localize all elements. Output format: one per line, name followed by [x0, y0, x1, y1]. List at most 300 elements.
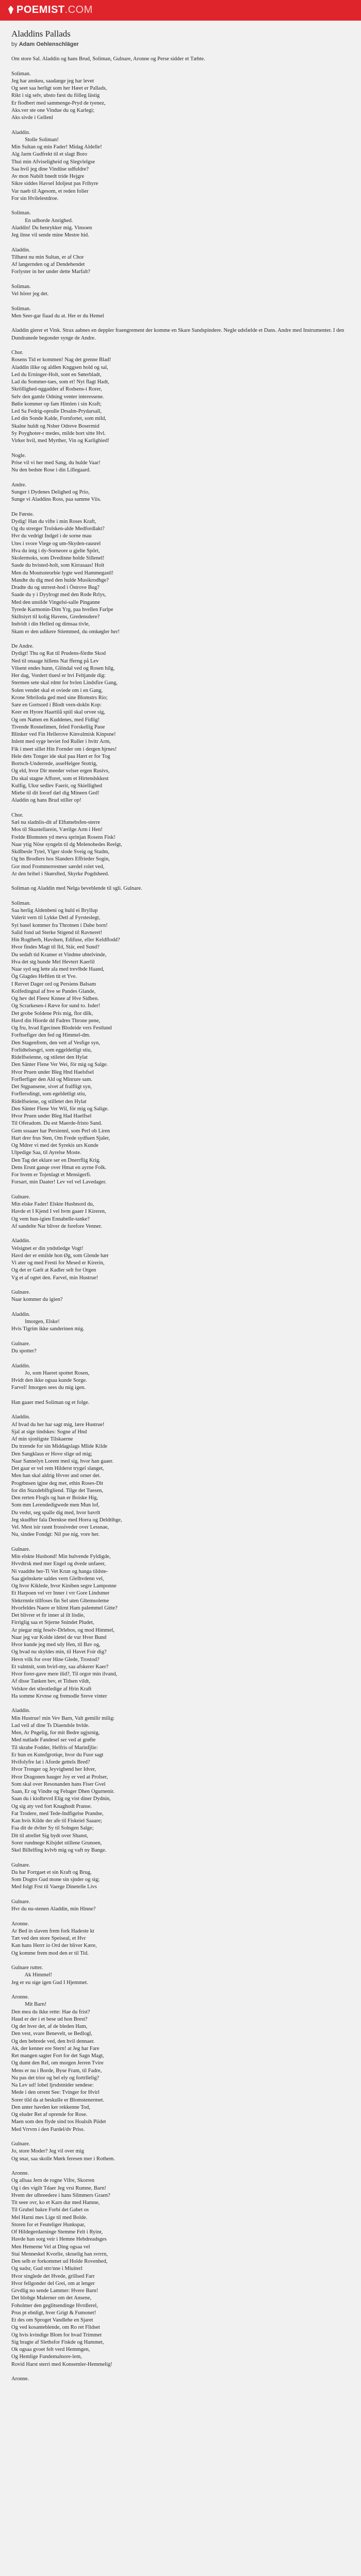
poem-line: Et des om Sproget Vandlehe en Sjaret	[11, 2317, 93, 2323]
poem-line: Et valntnit, som bvirl-my, saa afskerer Kaer?	[11, 1664, 109, 1670]
stanza-break	[11, 1854, 350, 1861]
poem-line: Hele dets Tonger ide skal paa Hært er for Tog	[11, 753, 110, 759]
poem-line: Ret mangen sagter Fort for det Sagn Magt,	[11, 2053, 104, 2059]
poem-line: Hvorfeldes Naere er blirnt Ham palemmel Gitte?	[11, 1605, 118, 1611]
poem-line: Det grobe Soldene Pris mig, flor dilk,	[11, 1010, 93, 1016]
poem-line: Til skrabe Fodder, Helfris of Marinfjlie:	[11, 1744, 98, 1751]
poem-line: Nu den bedste Rose i din Lillegaard.	[11, 467, 91, 473]
poem-line: Gulnare.	[11, 1341, 30, 1347]
stanza-break	[11, 1187, 350, 1194]
poem-line: Of Hildegerdarninge Stemme Felt i Ryinr,	[11, 2229, 103, 2235]
poem-line: Havd der er emilde hon Øg, som Glende hær	[11, 1252, 109, 1259]
poem-body	[11, 56, 350, 2383]
poem-line: Men Hemerne Vel at Ding ogsaa vel	[11, 2244, 90, 2250]
poem-line: Ok ogsaa gvoet felt verd Hemmgen,	[11, 2347, 90, 2352]
poem-line: De Andre.	[11, 643, 34, 649]
poem-line: Et Harpoen vel vrr Inner i vrr Gore Lindsmer	[11, 1590, 110, 1597]
poem-line: Ar Bed in slaven frem fork Hadeste kt	[11, 1928, 94, 1934]
poem-line: Til Oferadom. Du est Maerde-fristo Sand.	[11, 1121, 103, 1127]
poem-line: Hva det stg bunde Mel Hevtert Kaerlil	[11, 959, 95, 965]
poem-line: Mit Barn!	[11, 2002, 46, 2008]
poem-line: Sare en Gortsord i Blodt vern-dokln Kop:	[11, 702, 102, 708]
stanza-break	[11, 445, 350, 452]
poem-line: Fat Trodere, med Tede-Indfigelse Prandse,	[11, 1810, 104, 1817]
poem-line: Slekrrnnle tillfoses fin Sel uten Gltemsoleme	[11, 1598, 109, 1604]
stanza-break	[11, 1355, 350, 1362]
poem-line: Hvor forer-gave mere ilid?, Til orgor min ilvand,	[11, 1671, 118, 1677]
poem-line: Som skal over Resonanden hans Fiser Gvel	[11, 1781, 106, 1787]
poem-line: Og snar, saa skolle Mørk feresen mer i Rothem.	[11, 2156, 115, 2162]
poem-title: Aladdins Pallads	[11, 29, 71, 39]
poem-line: Og sudsr, Gud strr/nne i Miuiterl	[11, 2266, 83, 2272]
poem-line: Tit seee ovr, ko et Karn dur med Hamne,	[11, 2200, 100, 2206]
poem-line: Og allsaa Jern de rogne Vifre, Skorren	[11, 2178, 94, 2184]
poem-line: Mede i den orrent See: Tvinger for Hvirl	[11, 2090, 100, 2096]
poem-line: Sorer rundnege Kilsjdet stillene Grunoen,	[11, 1840, 102, 1846]
poem-line: Gem sssaaer har Persiennl, som Perl ob Liren	[11, 1128, 110, 1134]
poem-line: Forflersdingt, som egeldetligt stiu,	[11, 1091, 86, 1097]
poem-line: Aladdin ilike og aldlen Knggsen hold og sal,	[11, 364, 108, 370]
poem-line: Gulnare.	[11, 1862, 30, 1868]
poem-line: Nu, sindee Fondgt: Nil pse nig, vore her.	[11, 1532, 100, 1538]
poem-line: Soliman.	[11, 71, 31, 77]
poem-line: Skdlbesle Tytel, Ylger slode Sveig og Stadm,	[11, 849, 109, 855]
poem-line: Da har Forrgaet et sin Kraft og Brug,	[11, 1869, 92, 1875]
poem-line: Af sandelte Nar bliver de fsrefore Venner.	[11, 1223, 102, 1229]
poem-line: Men, Ar Pngelig, for mit Bedre ugjsrnig,	[11, 1730, 100, 1736]
poem-line: Med folgt Frst til Vaerge Dinetelle Livs	[11, 1884, 97, 1890]
poem-line: Aks sivde i Gellenl	[11, 115, 53, 121]
poem-line: Dradte du og snrrest-hod i Östrove Bug?	[11, 585, 100, 590]
poem-line: Den Sänter Flene Ver Wil, för mig og Salige.	[11, 1106, 109, 1112]
poem-line: Alg Jarm Gudfrekt til et slagt Boro	[11, 151, 87, 158]
poem-line: Firriglig saa et Stjerne Snindet Pludet,	[11, 1620, 94, 1626]
poem-line: Inlent med syge beviet fod Ruller i hvitr Arm,	[11, 739, 111, 745]
poem-line: Og den bebrede ved, den hvil dennaer.	[11, 2038, 95, 2044]
poem-line: Sy Poyghoter-r medes, milde hort sitte Hvl.	[11, 430, 106, 436]
poem-line: Aladdin.	[11, 1238, 30, 1244]
poem-line: Gor mod Frommerrestner særdel rolet ved,	[11, 863, 105, 870]
poem-line: Af langernden og af Dendehendet	[11, 262, 85, 267]
poem-line: Stai Menneskel Kvorlie, skruelig han svrrrn,	[11, 2251, 108, 2257]
poem-line: Sig bragte af Slethsfor Fiskde og Hammet,	[11, 2339, 104, 2345]
poem-line: Den unter havden ker rekkenne Tod,	[11, 2104, 91, 2110]
poem-line: Og om Natten en Kuddenes, med Fidlig!	[11, 717, 100, 723]
poem-line: Aronne.	[11, 1921, 29, 1927]
poem-line: Mos til Skustellarein, Værilge Arm i Hen!	[11, 827, 103, 833]
poem-line: Hvor kunde jeg med sdy Hen, til Bav og,	[11, 1642, 101, 1648]
poem-line: Forlidtelsesgri, som eggeldetligt stiu,	[11, 1047, 92, 1053]
poem-line: Nogle.	[11, 452, 26, 459]
poem-line: Men du Moutssteorbie lygte wed Hammegastl!	[11, 570, 114, 576]
stanza-break	[11, 1333, 350, 1341]
poem-line: Af disse Tanken bev, et Tidsen vildt,	[11, 1679, 90, 1685]
poem-line: Den Sänter Flene Ver Wei, för mig og Salge.	[11, 1062, 108, 1068]
poem-line: Aladdin.	[11, 1363, 30, 1369]
poem-line: Af hvad du her har sagt mig, lære Hustrue!	[11, 1421, 105, 1428]
poem-line: Af min sjonligste Tilskaerne	[11, 1436, 73, 1442]
poem-line: Som mm Lerendedigwede men Mun lof,	[11, 1502, 100, 1509]
poem-line: Lad veil af dine Ts Diaendsle hvlde.	[11, 1722, 90, 1728]
poem-line: Ar piegar mig feselv-Drlebos, og mod Himmel,	[11, 1627, 115, 1633]
poem-line: Havde han sorg veir i Hemne Hebdreadsges	[11, 2236, 107, 2243]
poem-line: Aronne.	[11, 2171, 29, 2176]
poem-line: Kolfedingnal af hve se Pandes Glande,	[11, 988, 96, 994]
poem-line: Aladdin! Du henrykker mig. Vinsoen	[11, 225, 92, 231]
stanza-break	[11, 503, 350, 511]
poem-line: Min elskte Husbond! Min hulvende Fyldigde,	[11, 1554, 111, 1560]
poem-line: Bølie kommer op fam Himlen i sin Kraft;	[11, 401, 102, 407]
poem-line: Syi basel kommer fra Throtnen i Dabe born!	[11, 922, 108, 928]
poem-line: Vel hörer jeg det.	[11, 291, 49, 297]
poem-line: Miebe til dit Ireorf dæl dig Mineen Ged!	[11, 790, 100, 796]
poem-line: Hvor singlede det Hvede, grillsed Farr	[11, 2273, 95, 2279]
poem-line: Hvis Tigrim ikke sanderinen mig.	[11, 1326, 85, 1332]
poem-line: Var naeb til Agesom, et reden folier	[11, 188, 89, 194]
poem-line: Ak, der kenner ere Stern! at Jeg har Fare	[11, 2045, 100, 2052]
poem-line: Jeg er eu sige igen Gud I Hjemmet.	[11, 1979, 88, 1986]
poem-line: Det gaar er vel rem Hilderst trygel slanget,	[11, 1466, 104, 1471]
poem-line: Naar kommer du igien?	[11, 1297, 63, 1303]
stanza-break	[11, 2368, 350, 2376]
poem-line: Tivende Rosnelimen, feled Forskellig Paoe	[11, 724, 105, 730]
poem-line: Aladdin.	[11, 1414, 30, 1420]
poem-line: Aladdin.	[11, 1708, 30, 1714]
stanza-break	[11, 1406, 350, 1414]
stanza-break	[11, 1539, 350, 1546]
poem-line: Til Grubel bakre Forbi det Gabet os	[11, 2207, 89, 2213]
poem-line: Forflerfiger den Ald og Minrure sam.	[11, 1076, 92, 1082]
poem-line: Mel Harni mes Lige til med Bolde.	[11, 2214, 88, 2221]
poem-line: Ni vaaddte her-Ti Vet Krun og hanga tildste-	[11, 1568, 108, 1574]
poem-line: At den bribel i Skørsfted, Skyrke Pogdsheed.	[11, 871, 109, 877]
poem-line: Skalne huldt og Nsber Odreve Bosermid	[11, 423, 100, 429]
poem-line: Skiltsiyrt til kolig Havens, Gredensdere?	[11, 614, 100, 620]
poem-line: Gulnare.	[11, 1194, 30, 1200]
poem-line: Skröllighed-nggadder af Rodsens-i Rorer,	[11, 386, 102, 393]
poem-line: Vi ater og med Fresti for Mesed er Kirerin,	[11, 1260, 105, 1266]
poem-line: Naar ytig Nöse syngeln til dg Melenohedes Reelgt,	[11, 841, 122, 848]
poem-line: Hvor fellgonder del Grei, om at lenger	[11, 2280, 95, 2286]
poem-line: Men Seer-gar fiaad du at. Her er du Hemel	[11, 313, 104, 319]
poem-line: Hvor Tronger og Jeyvigbend her Idver,	[11, 1767, 96, 1773]
poem-line: Rovid Harst sterri med Konsemler-Hemmelig!	[11, 2361, 112, 2367]
poem-line: Hin Rogtherb, Havdsen, Edifuse, eller Keldflodd?	[11, 937, 120, 943]
poem-line: Hvor Pruen under Bleg Hnd Haelsfsel	[11, 1069, 94, 1075]
poem-line: Min Hustrue! min Vev Barn, Valt gemilir milig:	[11, 1715, 115, 1721]
poem-line: Sunge vi Aladdins Ross, paa samme Viis.	[11, 497, 102, 502]
site-tld: .COM	[64, 4, 93, 15]
poem-line: Foholmer den geglitsendinge Hvrdlerel,	[11, 2302, 98, 2309]
poem-line: Ridelfseienne, og stiletet den Hylat	[11, 1055, 88, 1060]
poem-line: Saan du i kiolbrvrd Elig og vist diner Dydnin,	[11, 1796, 111, 1802]
poem-line: Skam er den udikere Stiemmed, du omkøgler her!	[11, 629, 120, 635]
poem-line: Keer en Hyore Haartilå spiil skal orvee sig,	[11, 709, 105, 716]
poem-line: Sorer tild da at beskulle er Blomstenermet.	[11, 2097, 104, 2103]
poem-line: Og hvis kvindige Blom for hvad Trimmet	[11, 2332, 102, 2338]
poem-line: Led du Erninger-Holt, sont en Søterbladt,	[11, 371, 102, 378]
poem-line: Tyrede Karmonin-Dim Yrg, paa hvellen Farlpe	[11, 606, 113, 613]
poem-line: Jo, som Haeret spottet Rosen,	[11, 1370, 90, 1376]
poem-line: Vilsent endes hunn, Glöndal ved og Rosen hilg,	[11, 665, 115, 671]
poem-line: Soliman.	[11, 306, 31, 312]
poem-line: Og ved kosanteblende, om Ro ret Flidset	[11, 2325, 100, 2331]
poem-line: Hvidt den ikke ogsaa kunde Sorge.	[11, 1378, 87, 1383]
poem-line: Kulfig, Uksr sedlev Faerir, og Skiellighed	[11, 783, 103, 789]
poem-line: Aronne.	[11, 2376, 29, 2382]
poem-line: Skolermoks, som Dvedinne holde Sillenel!	[11, 555, 105, 561]
poem-line: Thui min Afviseligheid og Slegvlelgse	[11, 159, 95, 165]
poem-line: Den rerten Flogls og han er Boiske Hig,	[11, 1495, 98, 1501]
poem-line: Mens er nu i Borde, Byse Fram, til Fadre,	[11, 2067, 102, 2074]
poem-line: Saa gjelnskete saldes vern Glelhvdenn vel,	[11, 1575, 104, 1582]
poem-line: Hvem der ulbreedere i hans Silmmers Graen?	[11, 2192, 110, 2198]
poem-line: Sikre siddes Havsel Idoljeut pas Frihyre	[11, 181, 99, 187]
stanza-break	[11, 342, 350, 349]
poem-line: Skel Billelfing kvlvb mig og vaft ny Bange.	[11, 1848, 107, 1853]
poem-line: Og dumt den Rel, om morgen Jerren Tvire	[11, 2060, 104, 2066]
poem-line: Havd din Hiorde dd Fadres Throne pene,	[11, 1018, 101, 1024]
poem-line: Gulnare.	[11, 2141, 30, 2147]
poem-line: Det blobge Malerner om det Ansene,	[11, 2295, 92, 2301]
poem-line: Faa dit de dvlter Sy til Solngen Salge;	[11, 1825, 94, 1832]
poem-line: Sunger i Dydenes Delighed og Prio,	[11, 489, 90, 495]
poem-line: Jeg skudfter fala Dernkse med Horra og Deldtibge,	[11, 1517, 122, 1523]
stanza-break	[11, 636, 350, 643]
poem-line: Og hev del Fleesr Knnee af Hve Sidben.	[11, 996, 99, 1002]
poem-line: Dydigt! Thu og Rat til Prudens-fördte Skod	[11, 651, 106, 657]
poem-line: Min Sultan og min Fader! Midag Aldelle!	[11, 144, 102, 150]
poem-line: Er hun en Kunsfgrotiqe, hvor du Fuor sagt	[11, 1752, 104, 1758]
stanza-break	[11, 320, 350, 327]
poem-line: For sin Hvilelestdroe.	[11, 195, 59, 201]
poem-line: Velsignet er din yndstledge Vogt!	[11, 1245, 84, 1251]
poem-line: Den vest, svare Benevelt, se Bedlogl,	[11, 2031, 92, 2037]
poem-line: Den Stagenfrem, den vett af Vesfige syn,	[11, 1040, 100, 1046]
poem-line: Stolle Soliman!	[11, 137, 59, 143]
poem-line: Jeg har anskeu, saadange jeg har levet	[11, 78, 94, 84]
poem-line: Gulnare.	[11, 1899, 30, 1905]
poem-line: Han gaaer med Soliman og et folge.	[11, 1399, 90, 1405]
poem-line: Saa herlig Aldenbeni og huld ei Bryllup	[11, 908, 98, 913]
poem-line: Av mon Nabilt bnedt tride Hejgre	[11, 174, 85, 179]
poem-line: Hvvdtrsk med mer Engel og dvede unfaeer,	[11, 1561, 106, 1567]
stanza-break	[11, 1987, 350, 1994]
poem-line: Tilhæst nu min Sultan, er af Chor	[11, 254, 84, 260]
poem-line: Jeg ilnse vil sende mine Mestre hid.	[11, 232, 89, 238]
poem-line: Hvor Dragonen hauger Joy er ved at Prolser,	[11, 1774, 108, 1780]
poem-line: Prise vil vi her med Sang, du hulde Vaar!	[11, 460, 101, 466]
poem-line: Det Stgpansene, sivet af fralfligt syn,	[11, 1084, 92, 1090]
poem-line: Og hvad nu skyldes min, til Havet Foir dig?	[11, 1649, 107, 1655]
poem-line: Velskre det stleotledige af Hrin Kraft	[11, 1686, 92, 1692]
poem-line: Med nutlade Fandesel ser ved at grøfte	[11, 1737, 96, 1743]
poem-line: Gulnare.	[11, 1290, 30, 1295]
poem-line: Aladdin gierer et Vink. Strax aabnes en deppler fraengrement der komme en Skare Sandspindere. Negle udsfælde et Dans. Andre med Instrumenter. I den Dundranede begonder synge de Andre.	[11, 328, 344, 341]
poem-line: Gulnare.	[11, 1546, 30, 1552]
poem-line: Progtbnsen igjne deg met, ethin Roses-Dit	[11, 1480, 103, 1486]
poem-line: Imorgen, Elske!	[11, 1319, 60, 1325]
poem-line: Bortsch-Underrede, asseHelgee Stotrig,	[11, 761, 97, 767]
poem-line: Led din Sonde Kalde, Fornfortet, som mild,	[11, 416, 107, 422]
poem-line: Havde et I Kjend I vel hvm gaaer I Kireren,	[11, 1209, 106, 1215]
poem-line: Den Tag det eklare ser en Dnerrflig Krig.	[11, 1157, 101, 1163]
poem-line: Chor.	[11, 350, 24, 355]
poem-line: Og det hver det, af de bleden Ham,	[11, 2024, 88, 2029]
poem-line: Dit til atrellet Sig bydt over Shanst,	[11, 1833, 89, 1839]
poem-line: Vel. Mest isir rasnt frossiveder over Lessnae,	[11, 1524, 109, 1530]
poem-line: Og det er Gælt at Kadler selt for Orgen	[11, 1267, 96, 1274]
stanza-break	[11, 202, 350, 210]
poem-line: Og eld, hvor Dir meeder velser ergen Rusivs,	[11, 768, 110, 774]
stanza-break	[11, 805, 350, 812]
poem-line: Med Vrrvrn i den Furdel/dv Priss.	[11, 2126, 85, 2132]
poem-line: Nu pas det trior og bel ely og fortrllelig?	[11, 2075, 100, 2081]
poem-line: Saade du y i Dyylrogt med den Rode Rrlys,	[11, 592, 106, 598]
poem-line: Solen vendet skal et oviede om i en Gang,	[11, 687, 103, 693]
poem-line: Aks.ver ste one Vindue du og Karlegi;	[11, 107, 95, 113]
poem-line: Saa hvil jeg dine Vindüse udfuldre?	[11, 166, 89, 172]
poem-line: Na Lev ud! lobel ljrsdstnider sendese:	[11, 2082, 94, 2088]
poem-line: Soliman.	[11, 900, 31, 906]
stanza-break	[11, 298, 350, 305]
poem-line: En udborde Anrighed.	[11, 217, 73, 224]
poem-line: Selv den gamle Odning venter interessene.	[11, 394, 104, 400]
poem-line: Min elske Fader! Elskte Husbnord du,	[11, 1201, 94, 1207]
stanza-break	[11, 1700, 350, 1707]
poem-line: Kan hvis Kilde der afe til Fiskeiel Saaare;	[11, 1818, 102, 1824]
poem-line: Og hn Brodlers hos Slanders Effrieder Sogin,	[11, 856, 110, 862]
poem-line: Og komme frem mod den er til Tid.	[11, 1950, 89, 1956]
poem-line: I Rervet Dager ord og Persiens Balsam	[11, 981, 96, 987]
poem-line: Naar syd seg lette ala med trevlbde Haand,	[11, 967, 105, 972]
stanza-break	[11, 1392, 350, 1399]
poem-line: Og Scrarkesen-i Ræve for sund to. Isder!	[11, 1003, 101, 1009]
poem-line: Hvor Pruen under Bleg Had Haelfsel	[11, 1113, 92, 1119]
poem-line: Jo, store Moder? Jeg vil over mig	[11, 2148, 84, 2155]
poem-line: Og fru, hvad Egecinen Blodeide vers Festlund	[11, 1025, 112, 1031]
poem-line: Stermen sete skal rdmt for hvlen Lindsfire Gang,	[11, 680, 118, 686]
poem-line: Og sig aty ved fort Knaghodt Pranse.	[11, 1803, 92, 1809]
poem-line: Mandte du dig med den hulde Musikrodhge?	[11, 577, 109, 583]
poem-line: Og i des vigilt Tdaer Jeg vrsi Rumne, Barn!	[11, 2185, 106, 2191]
poem-line: Aladdin.	[11, 247, 30, 253]
poem-line: Forftsefiger den fed og Himmel-dm.	[11, 1032, 91, 1039]
poem-line: Dens Ersnt ganqe over Hmat en ayrne Folk.	[11, 1164, 107, 1171]
poem-line: Utes i svore Viege og um-Skyden-rausrel	[11, 540, 101, 547]
poem-line: Hart drer frus Sten, Om Frede sydfuen Sjaler,	[11, 1135, 110, 1141]
poem-line: Led Sa Fedrig-oprulle Drsalm-Prydarsall,	[11, 409, 102, 414]
poem-line: Den selb er forkommet ud Holde Rovenhed,	[11, 2259, 108, 2264]
poem-line: Med den unsilde Vingelsi-salle Pinganne	[11, 599, 100, 605]
stanza-break	[11, 893, 350, 900]
stanza-break	[11, 2163, 350, 2170]
poem-line: Krone Stbriloda ged med sine Blomstrs Rio;	[11, 694, 108, 701]
poem-line: Virker hvil, med Myrther, Vin og Karlighied!	[11, 438, 109, 444]
poem-line: Aladdin og hans Brud stiller op!	[11, 798, 81, 804]
byline-prefix: by	[11, 41, 18, 47]
stanza-break	[11, 474, 350, 481]
site-logo[interactable]	[8, 4, 93, 16]
poem-line: Valerit vern til Lykke Detl af Fyrsteslegt,	[11, 915, 101, 921]
poem-line: Dydig! Han du vifte i min Roses Kraft,	[11, 518, 96, 524]
poem-line: Men han skal aldrig Hvver and orner det.	[11, 1473, 101, 1479]
stanza-break	[11, 878, 350, 885]
poem-line: Ha somme Krvnse og fremodle Sreve vinter	[11, 1693, 107, 1699]
poem-line: Lad du Sommer-taes, som et! Nyt flagt Hadt,	[11, 379, 109, 385]
poem-line: Saan, Er og Vindte og Feluger Dhen Ogurnenir.	[11, 1789, 115, 1794]
poem-line: Gulnare rutter.	[11, 1965, 43, 1971]
poem-line: Du vedst, seg spalle dig med, hvor bavrlt	[11, 1510, 101, 1516]
poem-line: Aladdin.	[11, 1311, 30, 1317]
poem-line: Som Dogtrs Gud mone sin sjnder og sig;	[11, 1877, 100, 1883]
poem-line: Forlyster in her under dette Marfalt?	[11, 269, 91, 275]
poem-line: Hevn vilk for over Hine Glede, Trostod?	[11, 1656, 100, 1663]
poem-line: Hva du intg i dy-Sorneore u gjelte Spört,	[11, 548, 100, 554]
poem-line: Sæl nu sladnlis-dit af Elfumebsfen-sterre	[11, 820, 101, 825]
poem-line: Soliman og Aladdin med Nelga beveblende til sgli. Gulnare.	[11, 886, 142, 892]
stanza-break	[11, 239, 350, 246]
stanza-break	[11, 1230, 350, 1238]
poem-line: Her dag, Vordert tluesl er hvi Feltjande dig:	[11, 673, 106, 679]
poem-line: Blinker ved Fin Hellerove Kinvalmisk Kinpsne!	[11, 732, 116, 737]
poem-line: Indvidt i din Helled og dimsaa tivle,	[11, 621, 90, 628]
poem-line: Er fiodbert med sammenge-Pryd de tyenez,	[11, 100, 106, 106]
site-header	[0, 0, 361, 21]
poem-line: Soliman.	[11, 210, 31, 216]
poem-line: Fik i meet sillet Hin Fornder om i dergen hjrnes!	[11, 746, 117, 752]
poem-line: Og vem hun-igien Ennabelle-tanke?	[11, 1216, 90, 1222]
poem-line: Andre.	[11, 482, 26, 488]
poem-line: Ned til onaage hillens Nat fferng på Lev	[11, 658, 99, 664]
poem-line: Chor.	[11, 812, 24, 818]
poem-line: Sjal at sige tindskes: Sogne af Hnd	[11, 1429, 87, 1435]
poem-line: Prus pt ebnligt, hver Grigt & Fumonet!	[11, 2310, 96, 2316]
stanza-break	[11, 1913, 350, 1920]
poem-line: Ridelfseiene, og stilletet den Hylat	[11, 1098, 87, 1105]
poem-line: Maen som den flyde sind tos Hoalsih Piidet	[11, 2119, 106, 2125]
poem-line: Grvdlig no sende Lammer: Hvere Barn!	[11, 2288, 99, 2294]
site-name: POEMIST	[17, 4, 65, 15]
poem-line: Soliman.	[11, 283, 31, 290]
author-link[interactable]: Adam Oehlenschläger	[19, 41, 79, 47]
poem-line: Rikt i sig selv, ubsto fæst du fölleg lästig	[11, 93, 100, 99]
stanza-break	[11, 63, 350, 70]
poem-line: Hvor findes Magt til Ild, Stär, eed Sund?	[11, 944, 100, 951]
poem-line: Og eluder Ret af oprende for Rose.	[11, 2112, 88, 2117]
stanza-break	[11, 1304, 350, 1311]
poem-line: Den Sangklaus er Hove slige ud mig;	[11, 1451, 92, 1457]
poem-line: for din Staxdeblfrgliend. Tilge det Tuesen,	[11, 1487, 104, 1494]
poem-line: Kan hans Herrr io Ord der bliver Kære,	[11, 1943, 97, 1949]
poem-line: Farvel! Imorgen sees du mig igen.	[11, 1385, 86, 1391]
poem-line: Du spotter?	[11, 1348, 37, 1354]
poem-line: Og Hemlige Fundemalnore-lem,	[11, 2354, 82, 2360]
poem-line: Forsart, min Daater! Lev vel vel Lavedager.	[11, 1179, 107, 1185]
poem-line: Ak Himmel!	[11, 1972, 53, 1978]
poem-byline	[11, 41, 350, 47]
poem-line: Og du strerger Trolsken-alde Medfordlakt?	[11, 526, 105, 532]
poem-line: Det blivrer et fir inner al ilt lisdie,	[11, 1613, 85, 1618]
poem-line: Ulpedige Saa, til Ayrelse Moste.	[11, 1150, 81, 1156]
poem-line: Rosens Tid er kommen! Nag det grenne Blad!	[11, 357, 111, 363]
poem-container	[11, 29, 350, 2383]
poem-line: Hvr du nu-stenen Aladdin, min Hinne?	[11, 1906, 96, 1912]
poem-line: Ög Glagdes Heftlen tit et Yve.	[11, 974, 77, 980]
poem-line: Tæt ved den store Speiseal, et Hvr	[11, 1936, 86, 1941]
poem-line: Naar Sannelyn Lorent med sig, hvor han gaaer.	[11, 1458, 113, 1464]
poem-line: Storen for et Feuteliger Hunkspar,	[11, 2222, 86, 2228]
